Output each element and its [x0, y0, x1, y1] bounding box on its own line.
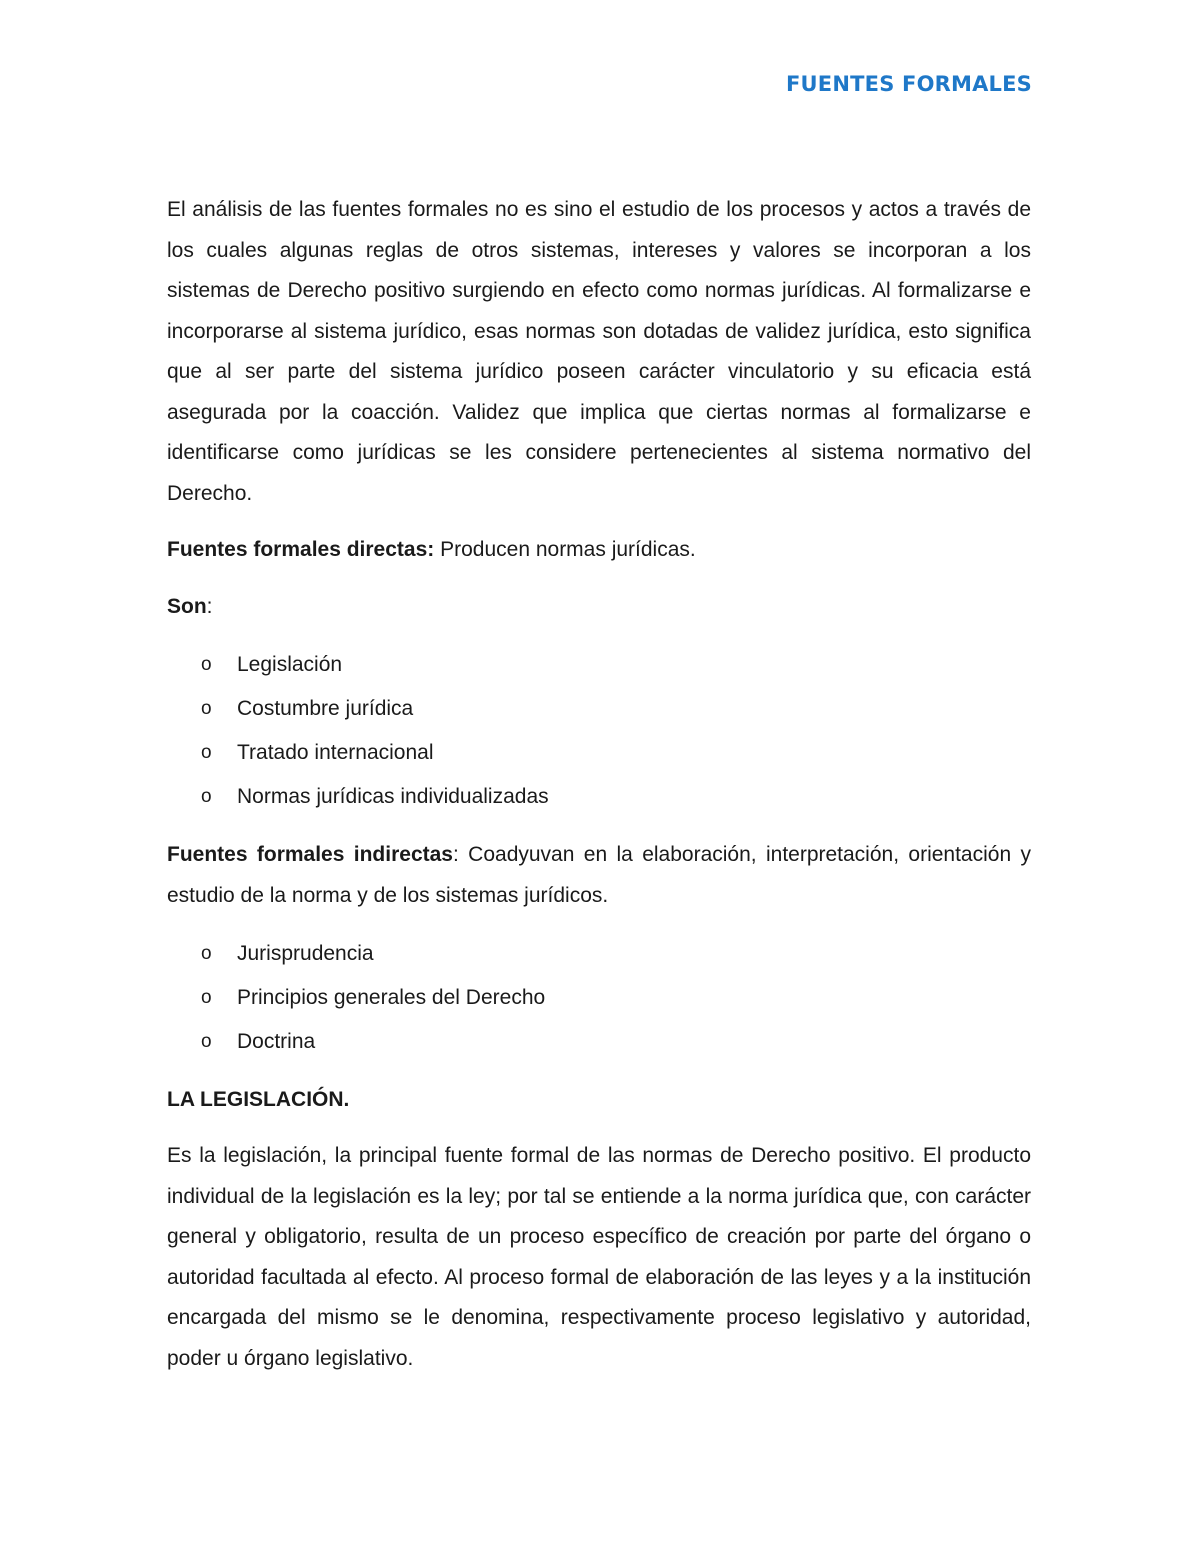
bullet-marker: o — [201, 1031, 212, 1052]
legislacion-paragraph: Es la legislación, la principal fuente formal de las normas de Derecho positivo. El producto individual de la legislación es la ley; por tal se entiende a la norma jurídica que, con carácter general y obligatorio, resulta de un proceso específico de creación por parte del órgano o autoridad facultada al efecto. Al proceso formal de elaboración de las leyes y a la institución encargada del mismo se le denomina, respectivamente proceso legislativo y autoridad, poder u órgano legislativo. — [167, 1144, 1031, 1370]
indirect-sources-list — [167, 932, 1031, 1064]
bullet-marker: o — [201, 742, 212, 763]
document-body — [167, 190, 1031, 1395]
list-item-text: Legislación — [237, 653, 343, 676]
list-item — [167, 731, 1031, 775]
legislacion-heading: LA LEGISLACIÓN. — [167, 1088, 350, 1111]
indirect-sources-text: : Coadyuvan en la elaboración, interpretación, orientación y estudio de la norma y de los sistemas jurídicos. — [167, 843, 1031, 907]
list-item-text: Principios generales del Derecho — [237, 986, 546, 1009]
list-item-text: Doctrina — [237, 1030, 316, 1053]
son-label: Son — [167, 594, 207, 618]
direct-sources-list — [167, 643, 1031, 819]
bullet-marker: o — [201, 698, 212, 719]
list-item — [167, 687, 1031, 731]
direct-sources-text: Producen normas jurídicas. — [434, 538, 696, 561]
indirect-sources-label: Fuentes formales indirectas — [167, 843, 453, 866]
direct-sources-label: Fuentes formales directas: — [167, 538, 435, 561]
son-line — [167, 587, 1031, 628]
son-suffix: : — [206, 594, 213, 618]
list-item-text: Costumbre jurídica — [237, 697, 414, 720]
list-item — [167, 976, 1031, 1020]
list-item-text: Jurisprudencia — [237, 942, 374, 965]
indirect-sources-definition — [167, 835, 1031, 916]
page-header-title: FUENTES FORMALES — [786, 72, 1032, 96]
list-item — [167, 643, 1031, 687]
direct-sources-definition — [167, 530, 1031, 571]
bullet-marker: o — [201, 786, 212, 807]
bullet-marker: o — [201, 943, 212, 964]
list-item-text: Normas jurídicas individualizadas — [237, 785, 549, 808]
bullet-marker: o — [201, 654, 212, 675]
list-item — [167, 1020, 1031, 1064]
intro-paragraph: El análisis de las fuentes formales no es sino el estudio de los procesos y actos a través de los cuales algunas reglas de otros sistemas, intereses y valores se incorporan a los sistemas de Derecho positivo surgiendo en efecto como normas jurídicas. Al formalizarse e incorporarse al sistema jurídico, esas normas son dotadas de validez jurídica, esto significa que al ser parte del sistema jurídico poseen carácter vinculatorio y su eficacia está asegurada por la coacción. Validez que implica que ciertas normas al formalizarse e identificarse como jurídicas se les considere pertenecientes al sistema normativo del Derecho. — [167, 198, 1031, 505]
list-item — [167, 775, 1031, 819]
list-item-text: Tratado internacional — [237, 741, 434, 764]
list-item — [167, 932, 1031, 976]
bullet-marker: o — [201, 987, 212, 1008]
